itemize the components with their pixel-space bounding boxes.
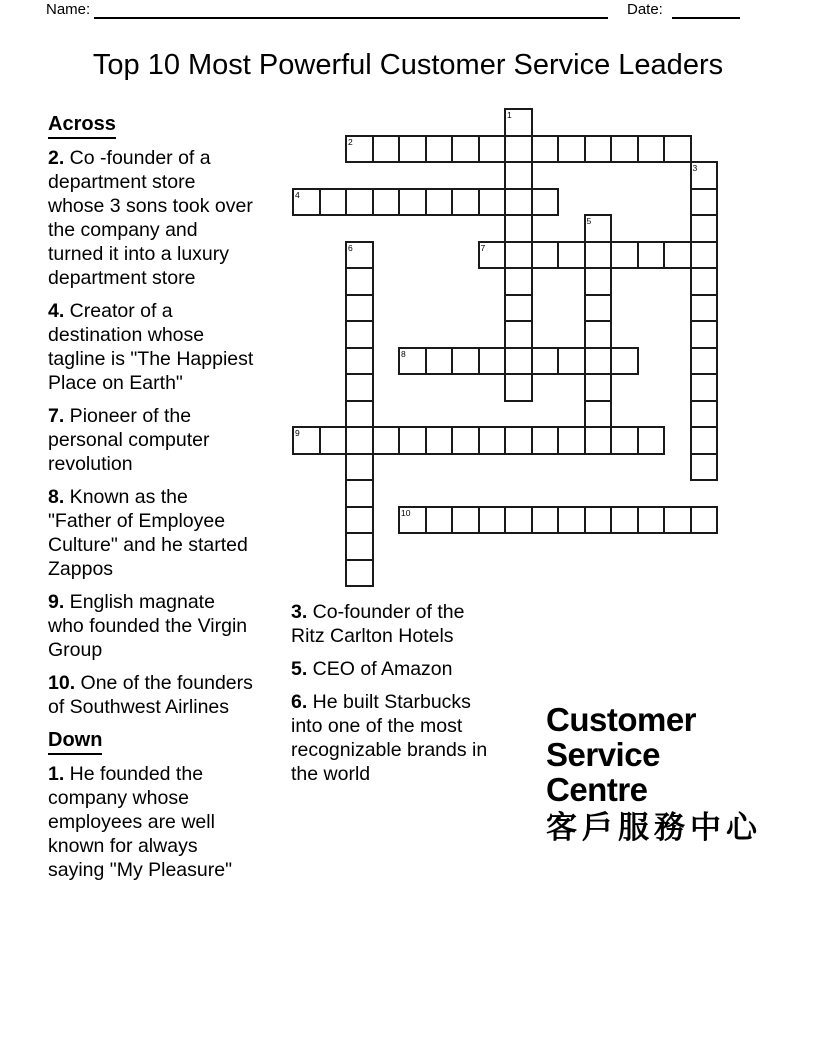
grid-cell-r9c10[interactable] [557,347,586,376]
grid-cell-r17c2[interactable] [345,559,374,588]
grid-cell-r9c15[interactable] [690,347,719,376]
grid-cell-r16c2[interactable] [345,532,374,561]
clue-number: 6. [291,691,308,713]
grid-cell-r12c1[interactable] [319,426,348,455]
grid-cell-r15c9[interactable] [531,506,560,535]
grid-cell-r7c15[interactable] [690,294,719,323]
clue-across-4 [48,299,256,395]
clue-down-6 [291,690,497,786]
grid-cell-r1c6[interactable] [451,135,480,164]
grid-cell-r4c15[interactable] [690,214,719,243]
grid-cell-r3c2[interactable] [345,188,374,217]
grid-cell-r5c2[interactable] [345,241,374,270]
grid-cell-r3c5[interactable] [425,188,454,217]
date-input-line[interactable] [672,1,740,19]
clue-text: Co -founder of a department store whose 3 sons took over the company and turned it into a luxury department store [48,147,253,289]
crossword-grid [292,108,718,587]
cell-number-1: 1 [507,110,512,120]
clue-across-7 [48,404,256,476]
down-clue-list-left [48,762,256,882]
grid-cell-r1c9[interactable] [531,135,560,164]
grid-cell-r0c8[interactable] [504,108,533,137]
grid-cell-r8c8[interactable] [504,320,533,349]
grid-cell-r15c6[interactable] [451,506,480,535]
grid-cell-r15c8[interactable] [504,506,533,535]
grid-cell-r9c5[interactable] [425,347,454,376]
grid-cell-r12c0[interactable] [292,426,321,455]
cell-number-3: 3 [692,163,698,173]
cell-number-4: 4 [295,189,300,200]
grid-cell-r6c11[interactable] [584,267,613,296]
grid-cell-r3c8[interactable] [504,188,533,217]
clue-number: 2. [48,147,65,169]
customer-service-centre-logo [546,702,762,845]
grid-cell-r5c12[interactable] [610,241,639,270]
grid-cell-r6c8[interactable] [504,267,533,296]
grid-cell-r5c9[interactable] [531,241,560,270]
grid-cell-r12c5[interactable] [425,426,454,455]
grid-cell-r12c2[interactable] [345,426,374,455]
clue-number: 8. [48,486,65,508]
grid-cell-r3c4[interactable] [398,188,427,217]
cell-number-8: 8 [401,348,406,359]
grid-cell-r15c13[interactable] [637,506,666,535]
clue-text: Creator of a destination whose tagline is "The Happiest Place on Earth" [48,300,254,394]
grid-cell-r15c10[interactable] [557,506,586,535]
date-label: Date: [627,1,663,18]
clue-number: 3. [291,601,308,623]
cell-number-7: 7 [480,242,486,253]
grid-cell-r5c8[interactable] [504,241,533,270]
grid-cell-r9c12[interactable] [610,347,639,376]
logo-line-1: Customer [546,701,697,738]
grid-cell-r5c10[interactable] [557,241,586,270]
down-heading: Down [48,728,256,755]
grid-cell-r7c8[interactable] [504,294,533,323]
grid-cell-r9c6[interactable] [451,347,480,376]
logo-cjk-text: 客戶服務中心 [546,810,762,846]
name-label: Name: [46,1,91,18]
grid-cell-r11c15[interactable] [690,400,719,429]
clue-down-1 [48,762,256,882]
grid-cell-r10c8[interactable] [504,373,533,402]
grid-cell-r3c6[interactable] [451,188,480,217]
grid-cell-r12c12[interactable] [610,426,639,455]
grid-cell-r12c7[interactable] [478,426,507,455]
grid-cell-r12c8[interactable] [504,426,533,455]
grid-cell-r15c2[interactable] [345,506,374,535]
clues-middle-column [291,600,497,795]
grid-cell-r5c7[interactable] [478,241,507,270]
across-heading: Across [48,112,256,139]
clue-across-8 [48,485,256,581]
clues-left-column [48,112,256,891]
grid-cell-r7c2[interactable] [345,294,374,323]
grid-cell-r12c11[interactable] [584,426,613,455]
cell-number-5: 5 [586,216,592,226]
grid-cell-r3c15[interactable] [690,188,719,217]
grid-cell-r12c15[interactable] [690,426,719,455]
grid-cell-r1c4[interactable] [398,135,427,164]
grid-cell-r15c5[interactable] [425,506,454,535]
grid-cell-r8c15[interactable] [690,320,719,349]
cell-number-9: 9 [295,428,300,438]
grid-cell-r4c8[interactable] [504,214,533,243]
grid-cell-r1c2[interactable] [345,135,374,164]
grid-cell-r10c2[interactable] [345,373,374,402]
clue-text: He founded the company whose employees are well known for always saying "My Pleasure" [48,763,233,881]
clue-across-2 [48,146,256,290]
grid-cell-r5c14[interactable] [663,241,692,270]
grid-cell-r8c2[interactable] [345,320,374,349]
grid-cell-r10c11[interactable] [584,373,613,402]
grid-cell-r13c15[interactable] [690,453,719,482]
clue-text: CEO of Amazon [307,658,453,680]
grid-cell-r7c11[interactable] [584,294,613,323]
grid-cell-r12c13[interactable] [637,426,666,455]
grid-cell-r9c11[interactable] [584,347,613,376]
clue-number: 4. [48,300,65,322]
grid-cell-r3c1[interactable] [319,188,348,217]
grid-cell-r15c15[interactable] [690,506,719,535]
grid-cell-r11c11[interactable] [584,400,613,429]
logo-line-3: Centre [546,771,648,808]
grid-cell-r3c0[interactable] [292,188,321,217]
grid-cell-r12c9[interactable] [531,426,560,455]
logo-line-2: Service [546,736,660,773]
grid-cell-r1c8[interactable] [504,135,533,164]
grid-cell-r1c5[interactable] [425,135,454,164]
grid-cell-r15c4[interactable] [398,506,427,535]
grid-cell-r8c11[interactable] [584,320,613,349]
grid-cell-r11c2[interactable] [345,400,374,429]
grid-cell-r1c11[interactable] [584,135,613,164]
grid-cell-r4c11[interactable] [584,214,613,243]
clue-text: He built Starbucks into one of the most recognizable brands in the world [291,691,488,785]
grid-cell-r5c15[interactable] [690,241,719,270]
clue-down-5 [291,657,497,681]
grid-cell-r9c7[interactable] [478,347,507,376]
grid-cell-r1c14[interactable] [663,135,692,164]
clue-text: Pioneer of the personal computer revolution [48,405,210,475]
clue-down-3 [291,600,497,648]
across-clue-list [48,146,256,719]
clue-number: 1. [48,763,65,785]
grid-cell-r15c7[interactable] [478,506,507,535]
name-input-line[interactable] [94,1,608,19]
clue-text: Co-founder of the Ritz Carlton Hotels [291,601,465,647]
grid-cell-r13c2[interactable] [345,453,374,482]
grid-cell-r12c4[interactable] [398,426,427,455]
clue-text: English magnate who founded the Virgin Group [48,591,248,661]
cell-number-2: 2 [348,136,353,147]
grid-cell-r9c4[interactable] [398,347,427,376]
grid-cell-r1c3[interactable] [372,135,401,164]
cell-number-6: 6 [348,242,353,253]
clue-number: 9. [48,591,65,613]
clue-number: 7. [48,405,65,427]
clue-number: 10. [48,672,76,694]
page-title: Top 10 Most Powerful Customer Service Leaders [92,49,724,81]
grid-cell-r6c15[interactable] [690,267,719,296]
grid-cell-r5c11[interactable] [584,241,613,270]
grid-cell-r2c15[interactable] [690,161,719,190]
grid-cell-r5c13[interactable] [637,241,666,270]
grid-cell-r9c9[interactable] [531,347,560,376]
clue-text: Known as the "Father of Employee Culture" and he started Zappos [48,486,248,580]
grid-cell-r9c2[interactable] [345,347,374,376]
grid-cell-r6c2[interactable] [345,267,374,296]
clue-text: One of the founders of Southwest Airlines [48,672,253,718]
grid-cell-r12c6[interactable] [451,426,480,455]
grid-cell-r2c8[interactable] [504,161,533,190]
grid-cell-r9c8[interactable] [504,347,533,376]
grid-cell-r1c7[interactable] [478,135,507,164]
grid-cell-r3c7[interactable] [478,188,507,217]
clue-across-9 [48,590,256,662]
grid-cell-r1c12[interactable] [610,135,639,164]
grid-cell-r14c2[interactable] [345,479,374,508]
cell-number-10: 10 [401,507,411,518]
grid-cell-r15c14[interactable] [663,506,692,535]
grid-cell-r12c10[interactable] [557,426,586,455]
grid-cell-r1c10[interactable] [557,135,586,164]
grid-cell-r3c9[interactable] [531,188,560,217]
clue-across-10 [48,671,256,719]
down-clue-list-middle [291,600,497,786]
grid-cell-r15c12[interactable] [610,506,639,535]
grid-cell-r3c3[interactable] [372,188,401,217]
grid-cell-r12c3[interactable] [372,426,401,455]
grid-cell-r15c11[interactable] [584,506,613,535]
grid-cell-r1c13[interactable] [637,135,666,164]
clue-number: 5. [291,658,308,680]
grid-cell-r10c15[interactable] [690,373,719,402]
